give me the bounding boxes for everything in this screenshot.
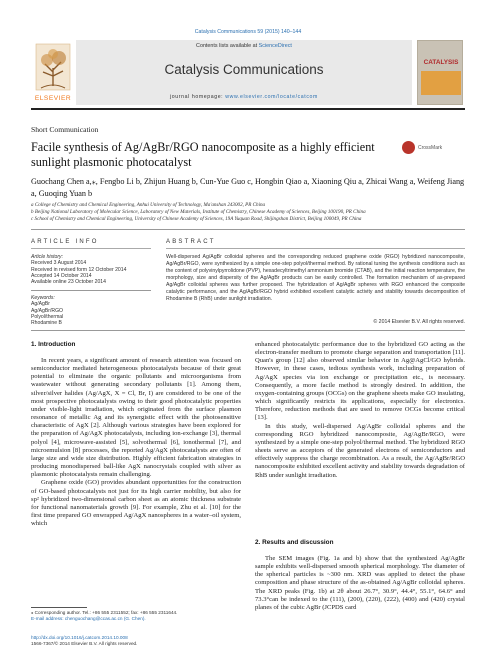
sciencedirect-link[interactable]: ScienceDirect (258, 43, 292, 49)
results-column-text (255, 555, 465, 612)
journal-banner (76, 40, 412, 105)
contents-available-line (76, 43, 412, 49)
article-info-heading: ARTICLE INFO (31, 239, 99, 245)
right-column-text (255, 341, 465, 480)
article-section-type: Short Communication (31, 125, 99, 134)
history-accepted: Accepted 14 October 2014 (31, 272, 92, 279)
crossmark-badge[interactable] (402, 141, 464, 155)
abstract-copyright: © 2014 Elsevier B.V. All rights reserved. (373, 319, 465, 325)
body-divider (31, 330, 465, 331)
issn-copyright: 1566-7367/© 2014 Elsevier B.V. All rights reserved. (31, 641, 138, 646)
header-divider (31, 108, 465, 110)
article-identifiers (31, 635, 251, 647)
keyword-item: Rhodamine B (31, 320, 62, 327)
history-received: Received 3 August 2014 (31, 260, 87, 267)
abstract-text: Well-dispersed Ag/AgBr colloidal spheres and the corresponding reduced graphene oxide (RGO) hybridized nanocomposite, Ag/AgBr/RGO, were synthesized by a simple one-step polyol/thermal method. By rational tuning the synthesis conditions such as the content of polyvinylpyrrolidone (PVP), hexadecyltrimethyl ammonium bromide (CTAB), and the initial reaction temperature, the morphology, size and dispersity of the Ag/AgBr products can be easily controlled. The formation mechanism of as-prepared Ag/AgBr colloidal spheres was further proposed. The hybridization of Ag/AgBr spheres with RGO enhanced the composite catalytic performance, and the Ag/AgBr/RGO hybrid exhibited excellent catalytic activity and stability towards decomposition of Rhodamine B (RhB) under sunlight irradiation. (166, 254, 465, 303)
footnote (31, 610, 251, 622)
journal-homepage-line (76, 94, 412, 100)
introduction-heading: 1. Introduction (31, 341, 76, 348)
left-column-text (31, 357, 241, 528)
homepage-prefix: journal homepage: (170, 94, 226, 100)
keywords-block (31, 295, 151, 326)
author-list: Guochang Chen a,⁎, Fengbo Li b, Zhijun Huang b, Cun-Yue Guo c, Hongbin Qiao a, Xiaoning Qiu a, Zhicai Wang a, Weifeng Jiang a, Guoqing Yuan b (31, 177, 465, 198)
footnote-divider (31, 607, 87, 608)
journal-title: Catalysis Communications (164, 62, 324, 77)
affiliation-c: c School of Chemistry and Chemical Engineering, University of Chinese Academy of Sciences, 19A Yuquan Road, Shijingshan District, Beijing 100049, PR China (31, 216, 362, 222)
results-paragraph: The SEM images (Fig. 1a and b) show that the synthesized Ag/AgBr sample exhibits well-dispersed smooth spherical morphology. The diameter of the spherical particles is ~300 nm. XRD was applied to detect the phase composition and phase structure of the as-obtained Ag/AgBr colloidal spheres. The XRD peaks (Fig. 1b) at 2θ about 26.7°, 30.9°, 44.4°, 55.1°, 64.6° and 73.3°can be indexed to the (111), (200), (220), (222), (400) and (420) crystal planes of the cubic AgBr (JCPDS card (255, 555, 465, 611)
abstract-heading: ABSTRACT (166, 239, 216, 245)
crossmark-icon (402, 141, 415, 154)
article-history (31, 254, 151, 285)
cover-title-text: CATALYSIS (423, 59, 459, 66)
keyword-item: Ag/AgBr/RGO (31, 307, 63, 314)
journal-homepage-link[interactable]: www.elsevier.com/locate/catcom (225, 94, 318, 100)
article-info-rule (31, 248, 151, 249)
history-online: Available online 23 October 2014 (31, 279, 106, 286)
article-title: Facile synthesis of Ag/AgBr/RGO nanocomposite as a highly efficient sunlight plasmonic photocatalyst (31, 140, 375, 169)
journal-reference[interactable]: Catalysis Communications 59 (2015) 140–144 (194, 29, 302, 35)
intro-paragraph: In this study, well-dispersed Ag/AgBr colloidal spheres and the corresponding RGO hybridized nanocomposite, Ag/AgBr/RGO, were synthesized by a simple one-step polyol/thermal method. The hybridized RGO sheets serve as acceptors of the generated electrons of semiconductors and effectively suppress the charge recombination. As a result, the Ag/AgBr/RGO nanocomposite exhibited excellent activity and stability towards degradation of RhB under sunlight irradiation. (255, 422, 465, 479)
intro-paragraph-continued: enhanced photocatalytic performance due to the hybridized GO acting as the electron-transfer medium to promote charge separation and transportation [11]. Quan's group [12] also observed similar behavior in Ag@AgCl/GO hybrids. However, in these cases, tedious synthesis work, including preparation of Ag/AgX species via ion exchange or precipitation etc., is necessary. Consequently, a more facile method is strongly desired. In addition, the oxygen-containing groups (OCGs) on the graphene sheets make GO insulating, which significantly restricts its applications, especially for electronics. Therefore, reduction methods that are used to remove OCGs become critical [13]. (255, 341, 465, 422)
cover-graphic (421, 71, 461, 95)
doi-link[interactable]: http://dx.doi.org/10.1016/j.catcom.2014.10.008 (31, 635, 128, 640)
affiliation-divider (31, 229, 465, 230)
keyword-item: Polyol/thermal (31, 313, 64, 320)
contents-prefix: Contents lists available at (196, 43, 259, 49)
keywords-divider (31, 290, 151, 291)
keywords-label: Keywords: (31, 295, 55, 301)
journal-cover-image (417, 40, 463, 105)
intro-paragraph: Graphene oxide (GO) provides abundant opportunities for the construction of GO-based photocatalysts not just for its high carrier mobility, but also for sp² hybridized two-dimensional carbon sheet as an atomic thickness substrate for functional nanomaterials growth [9]. For example, Zhu et al. [10] for the first time prepared GO enwrapped Ag/AgX nanospheres in a water–oil system, which (31, 479, 241, 528)
crossmark-label: CrossMark (418, 145, 443, 151)
corresponding-author-note: ⁎ Corresponding author. Tel.: +86 555 2311552; fax: +86 555 2311644. (31, 610, 178, 615)
elsevier-logo-text: ELSEVIER (34, 95, 72, 102)
history-revised: Received in revised form 12 October 2014 (31, 266, 127, 273)
author-email[interactable]: E-mail address: chenguochang@ccas.ac.cn (G. Chen). (31, 616, 146, 621)
abstract-rule (166, 248, 465, 249)
affiliation-a: a College of Chemistry and Chemical Engineering, Anhui University of Technology, Ma'anshan 243002, PR China (31, 202, 266, 208)
keyword-item: Ag/AgBr (31, 301, 50, 308)
history-label: Article history: (31, 254, 63, 260)
intro-paragraph: In recent years, a significant amount of research attention was focused on semiconductor mediated heterogeneous photocatalysts because of their great potential to eliminate the organic pollutants and microorganisms from wastewater without generating secondary pollutants [1]. Among them, silver/silver halides (Ag/AgX, X = Cl, Br, I) are considered to be one of the most prospective photocatalysts owing to their good photocatalytic properties under visible-light irradiation, which originated from the surface plasmon resonance of metallic Ag and its synergistic effect with the photosensitive characteristic of AgX [2]. Although various strategies have been explored for the preparation of Ag/AgX photocatalysts, including ion-exchange [3], thermal polyol [4], microwave-assisted [5], solvothermal [6], ionothermal [7], and microemulsion [8] processes, the reported Ag/AgX photocatalysts are often of large size and wide size distribution. Highly efficient fabrication strategies in producing monodispersed ball-like AgX nanocrystals coupled with silver as plasmonic photocatalysts remain challenging. (31, 357, 241, 479)
results-heading: 2. Results and discussion (255, 539, 334, 546)
affiliation-b: b Beijing National Laboratory of Molecular Science, Laboratory of New Materials, Institute of Chemistry, Chinese Academy of Sciences, Beijing 100190, PR China (31, 209, 366, 215)
journal-header (31, 40, 465, 106)
